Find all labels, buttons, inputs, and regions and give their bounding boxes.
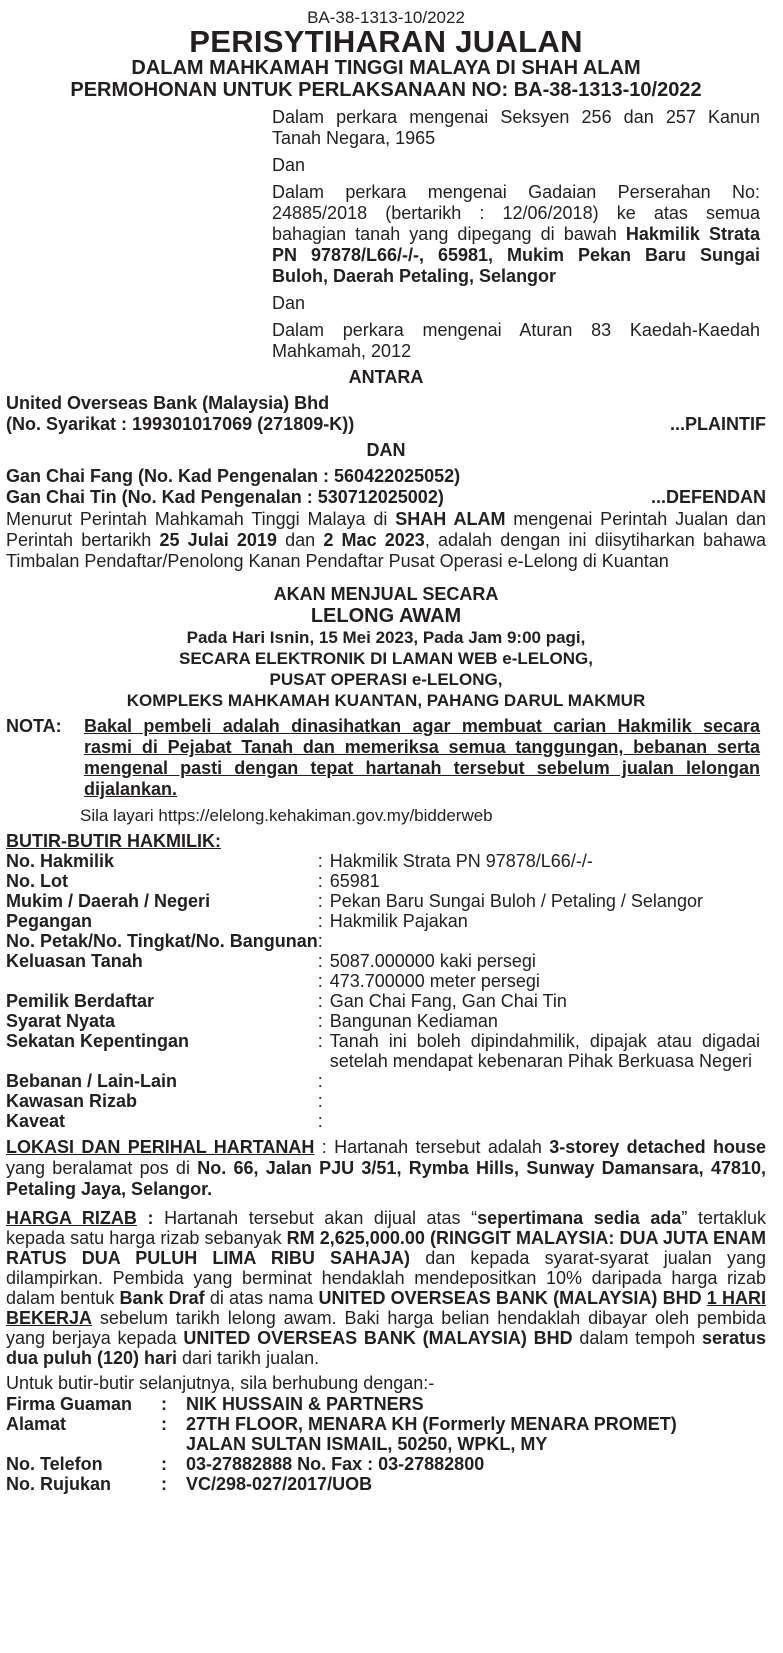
title-detail-value: Hakmilik Strata PN 97878/L66/-/- <box>329 851 593 871</box>
matter-2: Dalam perkara mengenai Gadaian Perserahan No: 24885/2018 (bertarikh : 12/06/2018) ke atas semua bahagian tanah yang dipegang di bawah Hakmilik Strata PN 97878/L66/-/-, 65981, Mukim Pekan Baru Sungai Buloh, Daerah Petaling, Selangor <box>272 182 760 286</box>
title-detail-colon: : <box>317 1111 323 1131</box>
contact-intro: Untuk butir-butir selanjutnya, sila berhubung dengan:- <box>6 1373 435 1393</box>
contact-firm-row: Firma Guaman : NIK HUSSAIN & PARTNERS <box>6 1394 677 1414</box>
matter-3: Dalam perkara mengenai Aturan 83 Kaedah-Kaedah Mahkamah, 2012 <box>272 320 760 361</box>
document-title: PERISYTIHARAN JUALAN <box>189 24 583 59</box>
application-number: PERMOHONAN UNTUK PERLAKSANAAN NO: BA-38-1313-10/2022 <box>70 79 702 101</box>
title-detail-row <box>6 851 760 871</box>
defendant-1: Gan Chai Fang (No. Kad Pengenalan : 560422025052) <box>6 466 461 486</box>
case-reference: BA-38-1313-10/2022 <box>307 8 465 27</box>
auction-date-time: Pada Hari Isnin, 15 Mei 2023, Pada Jam 9:00 pagi, <box>186 628 586 647</box>
title-detail-value: 65981 <box>329 871 380 891</box>
title-detail-row <box>6 1011 760 1031</box>
title-details-table <box>6 851 760 1131</box>
title-detail-value: Gan Chai Fang, Gan Chai Tin <box>329 991 567 1011</box>
reserve-price-paragraph: HARGA RIZAB : Hartanah tersebut akan dijual atas “sepertimana sedia ada” tertakluk kepada satu harga rizab sebanyak RM 2,625,000.00 (RINGGIT MALAYSIA: DUA JUTA ENAM RATUS DUA PULUH LIMA RIBU SAHAJA) dan kepada syarat-syarat jualan yang dilampirkan. Pembida yang berminat hendaklah mendepositkan 10% daripada harga rizab dalam bentuk Bank Draf di atas nama UNITED OVERSEAS BANK (MALAYSIA) BHD 1 HARI BEKERJA sebelum tarikh lelong awam. Baki harga belian hendaklah dibayar oleh pembida yang berjaya kepada UNITED OVERSEAS BANK (MALAYSIA) BHD dalam tempoh seratus dua puluh (120) hari dari tarikh jualan. <box>6 1208 767 1368</box>
title-details-heading: BUTIR-BUTIR HAKMILIK: <box>6 831 221 851</box>
law-firm-address: 27TH FLOOR, MENARA KH (Formerly MENARA PROMET) JALAN SULTAN ISMAIL, 50250, WPKL, MY <box>186 1414 677 1454</box>
title-detail-row <box>6 971 760 991</box>
matter-1: Dalam perkara mengenai Seksyen 256 dan 257 Kanun Tanah Negara, 1965 <box>272 107 760 148</box>
location-heading: LOKASI DAN PERIHAL HARTANAH <box>6 1137 315 1157</box>
bidder-url[interactable]: Sila layari https://elelong.kehakiman.gov.my/bidderweb <box>80 806 493 825</box>
title-detail-colon: : <box>317 1091 323 1111</box>
and-separator-2: Dan <box>272 293 306 313</box>
court-order-paragraph: Menurut Perintah Mahkamah Tinggi Malaya di SHAH ALAM mengenai Perintah Jualan dan Perintah bertarikh 25 Julai 2019 dan 2 Mac 2023, adalah dengan ini diisytiharkan bahawa Timbalan Pendaftar/Penolong Kanan Pendaftar Pusat Operasi e-Lelong di Kuantan <box>6 509 766 571</box>
matters-block <box>272 107 760 362</box>
nota-label: NOTA: <box>6 716 62 736</box>
between-heading: ANTARA <box>348 367 424 387</box>
defendant-block <box>6 466 766 508</box>
title-detail-row <box>6 1071 760 1091</box>
title-detail-value: Tanah ini boleh dipindahmilik, dipajak atau digadai setelah mendapat kebenaran Pihak Berkuasa Negeri <box>329 1031 760 1071</box>
plaintiff-block <box>6 393 766 435</box>
title-detail-row <box>6 951 760 971</box>
reference-number: VC/298-027/2017/UOB <box>186 1474 373 1494</box>
title-detail-label: Kaveat <box>6 1111 66 1131</box>
reserve-price-amount: RM 2,625,000.00 (RINGGIT MALAYSIA: DUA JUTA ENAM RATUS DUA PULUH LIMA RIBU SAHAJA) <box>6 1228 767 1268</box>
title-detail-row <box>6 871 760 891</box>
title-detail-colon: : <box>317 931 323 951</box>
title-detail-row <box>6 1091 760 1111</box>
title-detail-colon: : <box>317 971 323 991</box>
title-detail-value: Bangunan Kediaman <box>329 1011 498 1031</box>
title-detail-colon: : <box>317 1031 323 1051</box>
title-detail-row <box>6 1111 760 1131</box>
title-detail-row <box>6 1031 760 1071</box>
title-detail-value: Pekan Baru Sungai Buloh / Petaling / Selangor <box>329 891 703 911</box>
title-detail-colon: : <box>317 911 323 931</box>
title-detail-label: Pegangan <box>6 911 93 931</box>
contact-phone-row: No. Telefon : 03-27882888 No. Fax : 03-27882800 <box>6 1454 677 1474</box>
title-detail-value: 5087.000000 kaki persegi <box>329 951 536 971</box>
title-detail-label: No. Lot <box>6 871 68 891</box>
plaintiff-registration: (No. Syarikat : 199301017069 (271809-K)) ...PLAINTIF <box>6 414 766 434</box>
law-firm-name: NIK HUSSAIN & PARTNERS <box>186 1394 424 1414</box>
title-detail-colon: : <box>317 851 323 871</box>
plaintiff-role: ...PLAINTIF <box>670 414 766 434</box>
and-separator-1: Dan <box>272 155 306 175</box>
sale-proclamation <box>6 0 766 1494</box>
reserve-price-heading: HARGA RIZAB <box>6 1208 137 1228</box>
location-paragraph: LOKASI DAN PERIHAL HARTANAH : Hartanah tersebut adalah 3-storey detached house yang beralamat pos di No. 66, Jalan PJU 3/51, Rymba Hills, Sunway Damansara, 47810, Petaling Jaya, Selangor. <box>6 1137 767 1199</box>
title-detail-value <box>330 1111 760 1131</box>
title-detail-label: Bebanan / Lain-Lain <box>6 1071 178 1091</box>
title-detail-label: No. Hakmilik <box>6 851 115 871</box>
auction-method: SECARA ELEKTRONIK DI LAMAN WEB e-LELONG, <box>179 649 593 668</box>
nota-block <box>6 716 766 800</box>
contact-reference-row: No. Rujukan : VC/298-027/2017/UOB <box>6 1474 677 1494</box>
title-detail-colon: : <box>317 891 323 911</box>
auction-centre: PUSAT OPERASI e-LELONG, <box>269 670 503 689</box>
title-detail-label <box>6 971 318 991</box>
title-detail-row <box>6 991 760 1011</box>
title-detail-label: No. Petak/No. Tingkat/No. Bangunan <box>6 931 318 951</box>
auction-venue: KOMPLEKS MAHKAMAH KUANTAN, PAHANG DARUL MAKMUR <box>126 691 646 710</box>
title-detail-label: Syarat Nyata <box>6 1011 116 1031</box>
defendant-2: Gan Chai Tin (No. Kad Pengenalan : 530712025002) ...DEFENDAN <box>6 487 766 507</box>
title-detail-label: Sekatan Kepentingan <box>6 1031 190 1051</box>
title-detail-label: Mukim / Daerah / Negeri <box>6 891 211 911</box>
nota-text: Bakal pembeli adalah dinasihatkan agar membuat carian Hakmilik secara rasmi di Pejabat Tanah dan memeriksa semua tanggungan, bebanan serta mengenal pasti dengan tepat hartanah tersebut sebelum jualan lelongan dijalankan. <box>84 716 760 799</box>
title-detail-colon: : <box>317 991 323 1011</box>
title-detail-colon: : <box>317 951 323 971</box>
title-detail-value <box>330 1091 760 1111</box>
auction-announcement <box>6 584 766 711</box>
and-heading: DAN <box>366 440 406 460</box>
title-detail-row <box>6 911 760 931</box>
contact-table <box>6 1394 677 1494</box>
contact-address-row: Alamat : 27TH FLOOR, MENARA KH (Formerly MENARA PROMET) JALAN SULTAN ISMAIL, 50250, WPKL, MY <box>6 1414 677 1454</box>
plaintiff-name: United Overseas Bank (Malaysia) Bhd <box>6 393 330 413</box>
auction-line-2: LELONG AWAM <box>310 605 462 627</box>
title-detail-row <box>6 891 760 911</box>
auction-line-1: AKAN MENJUAL SECARA <box>273 584 499 604</box>
title-reference-bold: Hakmilik Strata PN 97878/L66/-/-, 65981, Mukim Pekan Baru Sungai Buloh, Daerah Petaling, Selangor <box>272 224 760 286</box>
title-detail-label: Kawasan Rizab <box>6 1091 138 1111</box>
title-detail-label: Keluasan Tanah <box>6 951 143 971</box>
property-address: No. 66, Jalan PJU 3/51, Rymba Hills, Sunway Damansara, 47810, Petaling Jaya, Selangor. <box>6 1158 767 1199</box>
title-detail-value <box>330 931 760 951</box>
title-detail-label: Pemilik Berdaftar <box>6 991 155 1011</box>
title-detail-value: Hakmilik Pajakan <box>329 911 468 931</box>
phone-fax-numbers: 03-27882888 No. Fax : 03-27882800 <box>186 1454 485 1474</box>
defendant-role: ...DEFENDAN <box>650 487 766 507</box>
title-detail-colon: : <box>317 1011 323 1031</box>
title-detail-row <box>6 931 760 951</box>
title-detail-colon: : <box>317 871 323 891</box>
court-name: DALAM MAHKAMAH TINGGI MALAYA DI SHAH ALAM <box>131 57 641 79</box>
title-detail-value <box>330 1071 760 1091</box>
title-detail-colon: : <box>317 1071 323 1091</box>
title-detail-value: 473.700000 meter persegi <box>329 971 540 991</box>
